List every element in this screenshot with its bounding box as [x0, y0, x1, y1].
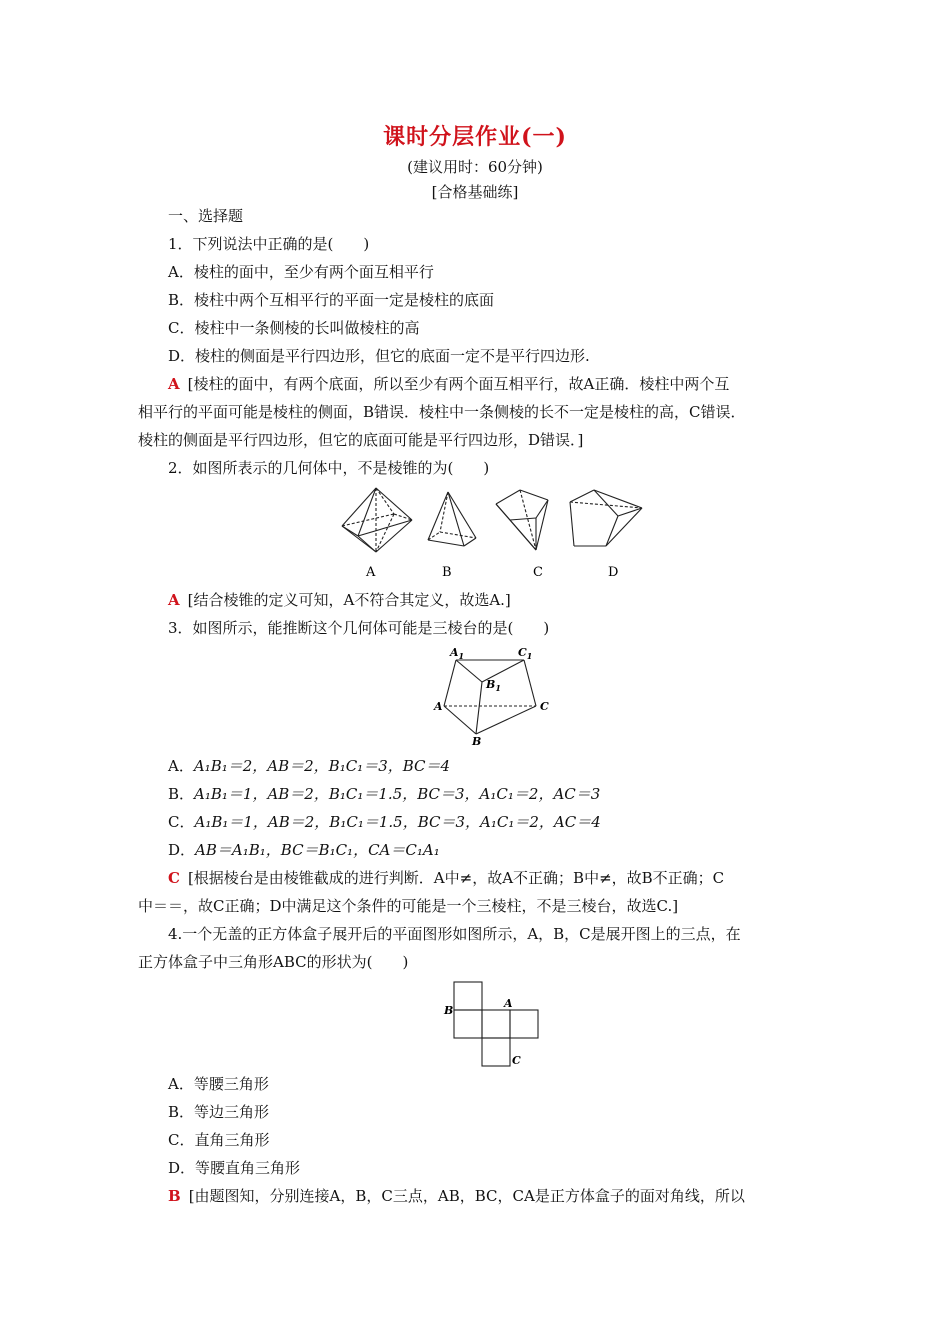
q1-explanation-3: 棱柱的侧面是平行四边形，但它的底面可能是平行四边形，D错误．]: [138, 431, 584, 449]
q4-option-d: D．等腰直角三角形: [168, 1159, 301, 1177]
label-b1-sub: 1: [495, 683, 501, 693]
q1-stem: 1．下列说法中正确的是( ): [168, 235, 370, 253]
octahedron-shape: [342, 488, 412, 552]
q1-explanation-2: 相平行的平面可能是棱柱的侧面，B错误．棱柱中一条侧棱的长不一定是棱柱的高，C错误．: [138, 403, 746, 421]
svg-text:B1: [485, 678, 501, 693]
pyramid-d-shape: [570, 490, 642, 546]
pentagonal-pyramid-shape: [496, 490, 548, 550]
q3-answer: C: [168, 869, 180, 887]
q3-option-c-text: A₁B₁＝1，AB＝2，B₁C₁＝1.5，BC＝3，A₁C₁＝2，AC＝4: [194, 813, 601, 831]
label-b: B: [472, 735, 482, 748]
q1-explanation-1: [棱柱的面中，有两个底面，所以至少有两个面互相平行，故A正确．棱柱中两个互: [187, 375, 730, 393]
square-pyramid-shape: [428, 492, 476, 546]
cube-net-shape: [454, 982, 538, 1066]
q3-option-d-text: AB＝A₁B₁，BC＝B₁C₁，CA＝C₁A₁: [195, 841, 440, 859]
fig-label-d: D: [608, 565, 619, 580]
q3-option-b: [168, 784, 818, 804]
q3-option-b-text: A₁B₁＝1，AB＝2，B₁C₁＝1.5，BC＝3，A₁C₁＝2，AC＝3: [194, 785, 601, 803]
label-b1: B: [486, 678, 496, 691]
svg-text:C1: [518, 646, 532, 661]
q4-option-b: B．等边三角形: [168, 1103, 270, 1121]
frustum-drawing: [432, 644, 562, 750]
page-title: 课时分层作业(一): [383, 124, 567, 150]
q4-option-c: C．直角三角形: [168, 1131, 270, 1149]
label-a1-sub: 1: [458, 651, 465, 661]
label-a1: A: [450, 646, 459, 659]
q3-option-d: [168, 840, 818, 860]
section-heading: 一、选择题: [168, 207, 244, 225]
time-hint: (建议用时：60分钟): [407, 158, 543, 176]
q4-option-a: A．等腰三角形: [168, 1075, 269, 1093]
q3-option-b-letter: B．: [168, 785, 195, 803]
fig-label-b: B: [442, 565, 452, 580]
polyhedra-drawing: [336, 484, 656, 584]
svg-text:A1: [449, 646, 464, 661]
q3-option-c: [168, 812, 818, 832]
q3-option-a: [168, 756, 818, 776]
net-label-a: A: [504, 997, 513, 1010]
section-tag: [合格基础练]: [431, 183, 519, 201]
fig-label-a: A: [366, 565, 376, 580]
net-label-b: B: [444, 1004, 454, 1017]
label-c: C: [540, 700, 549, 713]
fig-label-c: C: [533, 565, 543, 580]
q4-answer-line: [168, 1186, 818, 1206]
label-c1-sub: 1: [526, 651, 533, 661]
q3-option-c-letter: C．: [168, 813, 195, 831]
q3-option-a-text: A₁B₁＝2，AB＝2，B₁C₁＝3，BC＝4: [193, 757, 451, 775]
q1-option-d: D．棱柱的侧面是平行四边形，但它的底面一定不是平行四边形.: [168, 347, 590, 365]
q2-explanation: [结合棱锥的定义可知，A不符合其定义，故选A.]: [187, 591, 511, 609]
q1-option-c: C．棱柱中一条侧棱的长叫做棱柱的高: [168, 319, 420, 337]
q1-option-b: B．棱柱中两个互相平行的平面一定是棱柱的底面: [168, 291, 495, 309]
q4-stem-1: 4.一个无盖的正方体盒子展开后的平面图形如图所示，A，B，C是展开图上的三点，在: [168, 925, 741, 943]
q3-option-d-letter: D．: [168, 841, 196, 859]
q1-option-a: A．棱柱的面中，至少有两个面互相平行: [168, 263, 434, 281]
label-a: A: [434, 700, 443, 713]
q2-stem: 2．如图所表示的几何体中，不是棱锥的为( ): [168, 459, 490, 477]
cube-net-drawing: [440, 980, 544, 1068]
q3-explanation-2: 中＝＝，故C正确；D中满足这个条件的可能是一个三棱柱，不是三棱台，故选C.]: [138, 897, 679, 915]
frustum-shape: [444, 660, 536, 734]
q3-stem: 3．如图所示，能推断这个几何体可能是三棱台的是( ): [168, 619, 550, 637]
q4-explanation: [由题图知，分别连接A，B，C三点，AB，BC，CA是正方体盒子的面对角线，所以: [188, 1187, 745, 1205]
q1-answer-line: [168, 374, 818, 394]
q2-answer-line: [168, 590, 818, 610]
q3-option-a-letter: A．: [168, 757, 194, 775]
q4-figure: [440, 980, 544, 1068]
q1-answer: A: [168, 375, 180, 393]
net-label-c: C: [512, 1054, 521, 1067]
q4-stem-2: 正方体盒子中三角形ABC的形状为( ): [138, 953, 409, 971]
q4-answer: B: [168, 1187, 181, 1205]
label-c1: C: [518, 646, 527, 659]
q3-figure: [432, 644, 562, 750]
q2-figure: [336, 484, 656, 584]
q3-explanation-1: [根据棱台是由棱锥截成的进行判断．A中≠，故A不正确；B中≠，故B不正确；C: [187, 869, 725, 887]
q3-answer-line: [168, 868, 818, 888]
q2-answer: A: [168, 591, 180, 609]
